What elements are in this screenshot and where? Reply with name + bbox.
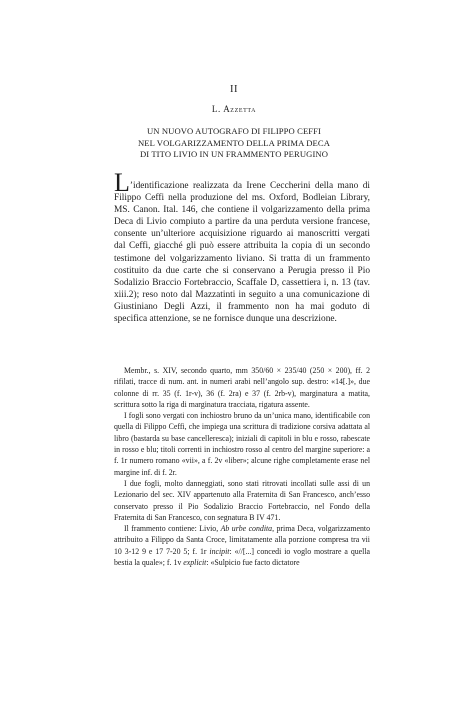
drop-cap: L [114,168,130,197]
p4-text-c: : «//[...] concedi io voglo mostrare a quella bestia la quale»; f. 1v [114,546,370,568]
p4-explicit-label: explicit [183,558,207,568]
title-line-3: DI TITO LIVIO IN UN FRAMMENTO PERUGINO [139,149,329,159]
p4-text-a: Il frammento contiene: Livio, [124,524,221,534]
main-paragraph-text: ’identificazione realizzata da Irene Ceccherini della mano di Filippo Ceffi nella produzione del ms. Oxford, Bodleian Library, MS. Canon. Ital. 146, che contiene il volgarizzamento della prima Deca di Livio compiuto a partire da una perduta versione francese, consente un’ulteriore acquisizione riguardo ai manoscritti vergati dal Ceffi, giacché gli può essere attribuita la copia di un secondo testimone del volgarizzamento liviano. Si tratta di un frammento costituito da due carte che si conservano a Perugia presso il Pio Sodalizio Braccio Fortebraccio, Scaffale D, cassettiera i, n. 13 (tav. xiii.2); reso noto dal Mazzatinti in seguito a una comunicazione di Giustiniano Degli Azzi, il frammento non ha mai goduto di specifica attenzione, se ne fornisce dunque una descrizione. [114,181,370,325]
article-title [0,126,468,161]
description-paragraph-4 [114,523,370,568]
main-paragraph [114,168,370,325]
p4-work-title: Ab urbe condita [220,524,273,534]
description-paragraph-1: Membr., s. XIV, secondo quarto, mm 350/60 × 235/40 (250 × 200), ff. 2 rifilati, tracce di num. ant. in numeri arabi nell’angolo sup. destro: «14[.]», due colonne di rr. 35 (f. 1r-v), 36 (f. 2ra) e 37 (f. 2rb-v), marginatura a matita, scrittura sotto la riga di marginatura tracciata, rigatura assente. [114,366,370,409]
p4-text-b: , prima Deca, volgarizzamento attribuito a Filippo da Santa Croce, limitatamente alla porzione compresa tra vii 10 3-12 9 e 17 7-20 5; f. 1r [114,524,370,556]
description-paragraph-3: I due fogli, molto danneggiati, sono stati ritrovati incollati sulle assi di un Lezionario del sec. XIV appartenuto alla Fraternita di San Francesco, anch’esso conservato presso il Pio Sodalizio Braccio Fortebraccio, nel Fondo della Fraternita di San Francesco, con segnatura B IV 471. [114,478,370,522]
chapter-number: II [230,84,238,95]
description-paragraph-2: I fogli sono vergati con inchiostro bruno da un’unica mano, identificabile con quella di Filippo Ceffi, che impiega una scrittura di tradizione corsiva adattata al libro (bastarda su base cancelleresca); iniziali di capitoli in blu e rosso, rabescate in rosso e blu; titoli correnti in inchiostro rosso al centro del margine superiore: a f. 1r numero romano «vii», a f. 2v «liber»; alcune righe completamente erase nel margine inf. di f. 2r. [114,411,370,477]
author-name: L. Azzetta [211,104,257,114]
p4-incipit-label: incipit [209,546,230,556]
title-line-1: UN NUOVO AUTOGRAFO DI FILIPPO CEFFI [146,126,322,136]
p4-text-d: : «Sulpicio fue facto dictatore [206,558,300,568]
title-line-2: NEL VOLGARIZZAMENTO DELLA PRIMA DECA [137,137,331,148]
manuscript-description [114,365,370,568]
